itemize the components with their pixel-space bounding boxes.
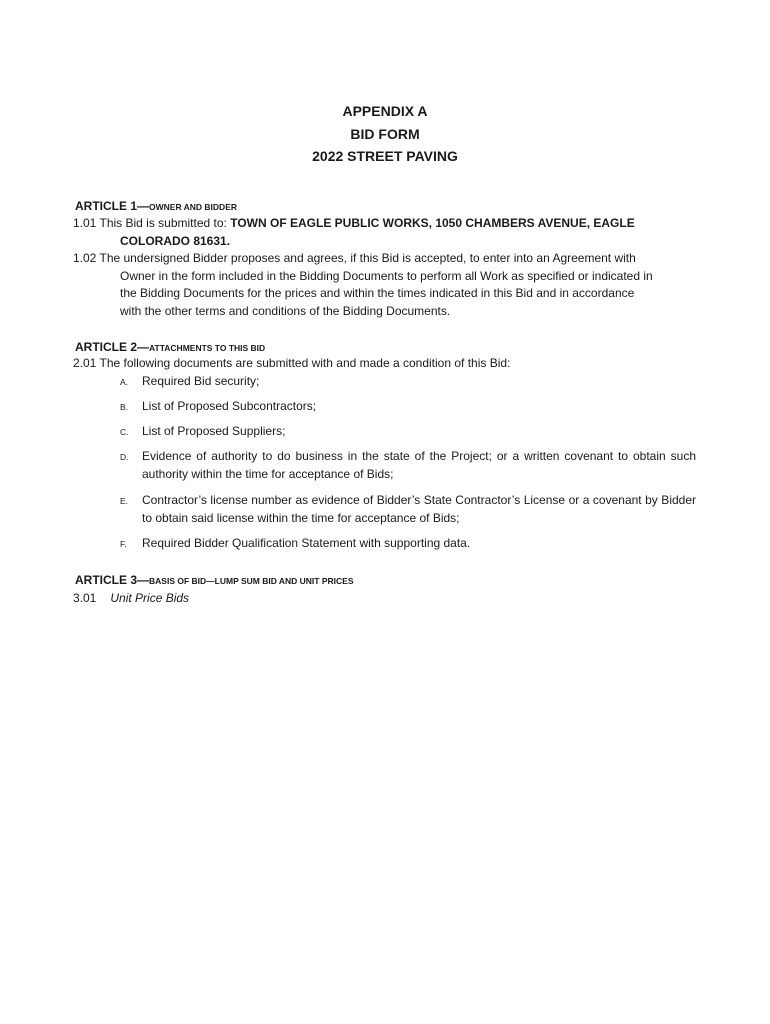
- paragraph-number: 1.02: [73, 251, 97, 265]
- item-text: Contractor’s license number as evidence of Bidder’s State Contractor’s License or a covenant by Bidder to obtain said license within the time for acceptance of Bids;: [142, 493, 696, 525]
- paragraph-line: with the other terms and conditions of the Bidding Documents.: [120, 303, 451, 318]
- item-letter: B.: [120, 402, 129, 412]
- item-letter: A.: [120, 377, 129, 387]
- article-1-heading: [75, 198, 237, 215]
- paragraph-text: The following documents are submitted with and made a condition of this Bid:: [99, 356, 511, 370]
- attachment-item-f: [120, 535, 696, 553]
- paragraph-line: The undersigned Bidder proposes and agrees, if this Bid is accepted, to enter into an Agreement with: [99, 251, 636, 265]
- title-bid-form: BID FORM: [350, 125, 420, 142]
- item-letter: F.: [120, 539, 127, 549]
- attachment-item-b: [120, 398, 696, 416]
- attachment-item-c: [120, 423, 696, 441]
- article-2-heading: [75, 339, 265, 356]
- article-1-prefix: ARTICLE 1—: [75, 199, 150, 213]
- item-text: Evidence of authority to do business in the state of the Project; or a written covenant to obtain such authority within the time for acceptance of Bids;: [142, 449, 696, 481]
- unit-price-bids-label: Unit Price Bids: [110, 591, 190, 605]
- paragraph-line: Owner in the form included in the Bidding Documents to perform all Work as specified or indicated in: [120, 268, 653, 283]
- paragraph-1-01: [73, 215, 703, 250]
- document-title: [0, 100, 770, 168]
- paragraph-number: 1.01: [73, 216, 97, 230]
- item-text: Required Bid security;: [142, 374, 260, 388]
- item-letter: D.: [120, 452, 129, 462]
- paragraph-2-01: [73, 355, 703, 373]
- article-2-title: ATTACHMENTS TO THIS BID: [149, 343, 266, 353]
- title-project: 2022 STREET PAVING: [312, 148, 458, 164]
- paragraph-line: the Bidding Documents for the prices and within the times indicated in this Bid and in accordance: [120, 286, 635, 300]
- item-text: List of Proposed Suppliers;: [142, 424, 286, 438]
- article-2-prefix: ARTICLE 2—: [75, 340, 150, 354]
- title-appendix: APPENDIX A: [342, 103, 428, 119]
- article-3-prefix: ARTICLE 3—: [75, 573, 150, 587]
- item-letter: E.: [120, 496, 129, 506]
- paragraph-number: 2.01: [73, 356, 97, 370]
- article-3-heading: [75, 572, 354, 589]
- paragraph-text: This Bid is submitted to:: [99, 216, 227, 230]
- paragraph-3-01: [73, 590, 189, 606]
- owner-address-line1: TOWN OF EAGLE PUBLIC WORKS, 1050 CHAMBERS AVENUE, EAGLE: [230, 216, 635, 230]
- article-3-title: BASIS OF BID—LUMP SUM BID AND UNIT PRICES: [149, 576, 354, 586]
- owner-address-line2: COLORADO 81631.: [120, 233, 231, 248]
- attachment-item-e: [120, 492, 696, 527]
- item-text: List of Proposed Subcontractors;: [142, 399, 317, 413]
- item-text: Required Bidder Qualification Statement with supporting data.: [142, 536, 471, 550]
- paragraph-1-02: [73, 250, 703, 320]
- attachment-item-d: [120, 448, 696, 483]
- attachment-item-a: [120, 373, 696, 391]
- item-letter: C.: [120, 427, 129, 437]
- article-1-title: OWNER AND BIDDER: [149, 202, 238, 212]
- paragraph-number: 3.01: [73, 591, 97, 605]
